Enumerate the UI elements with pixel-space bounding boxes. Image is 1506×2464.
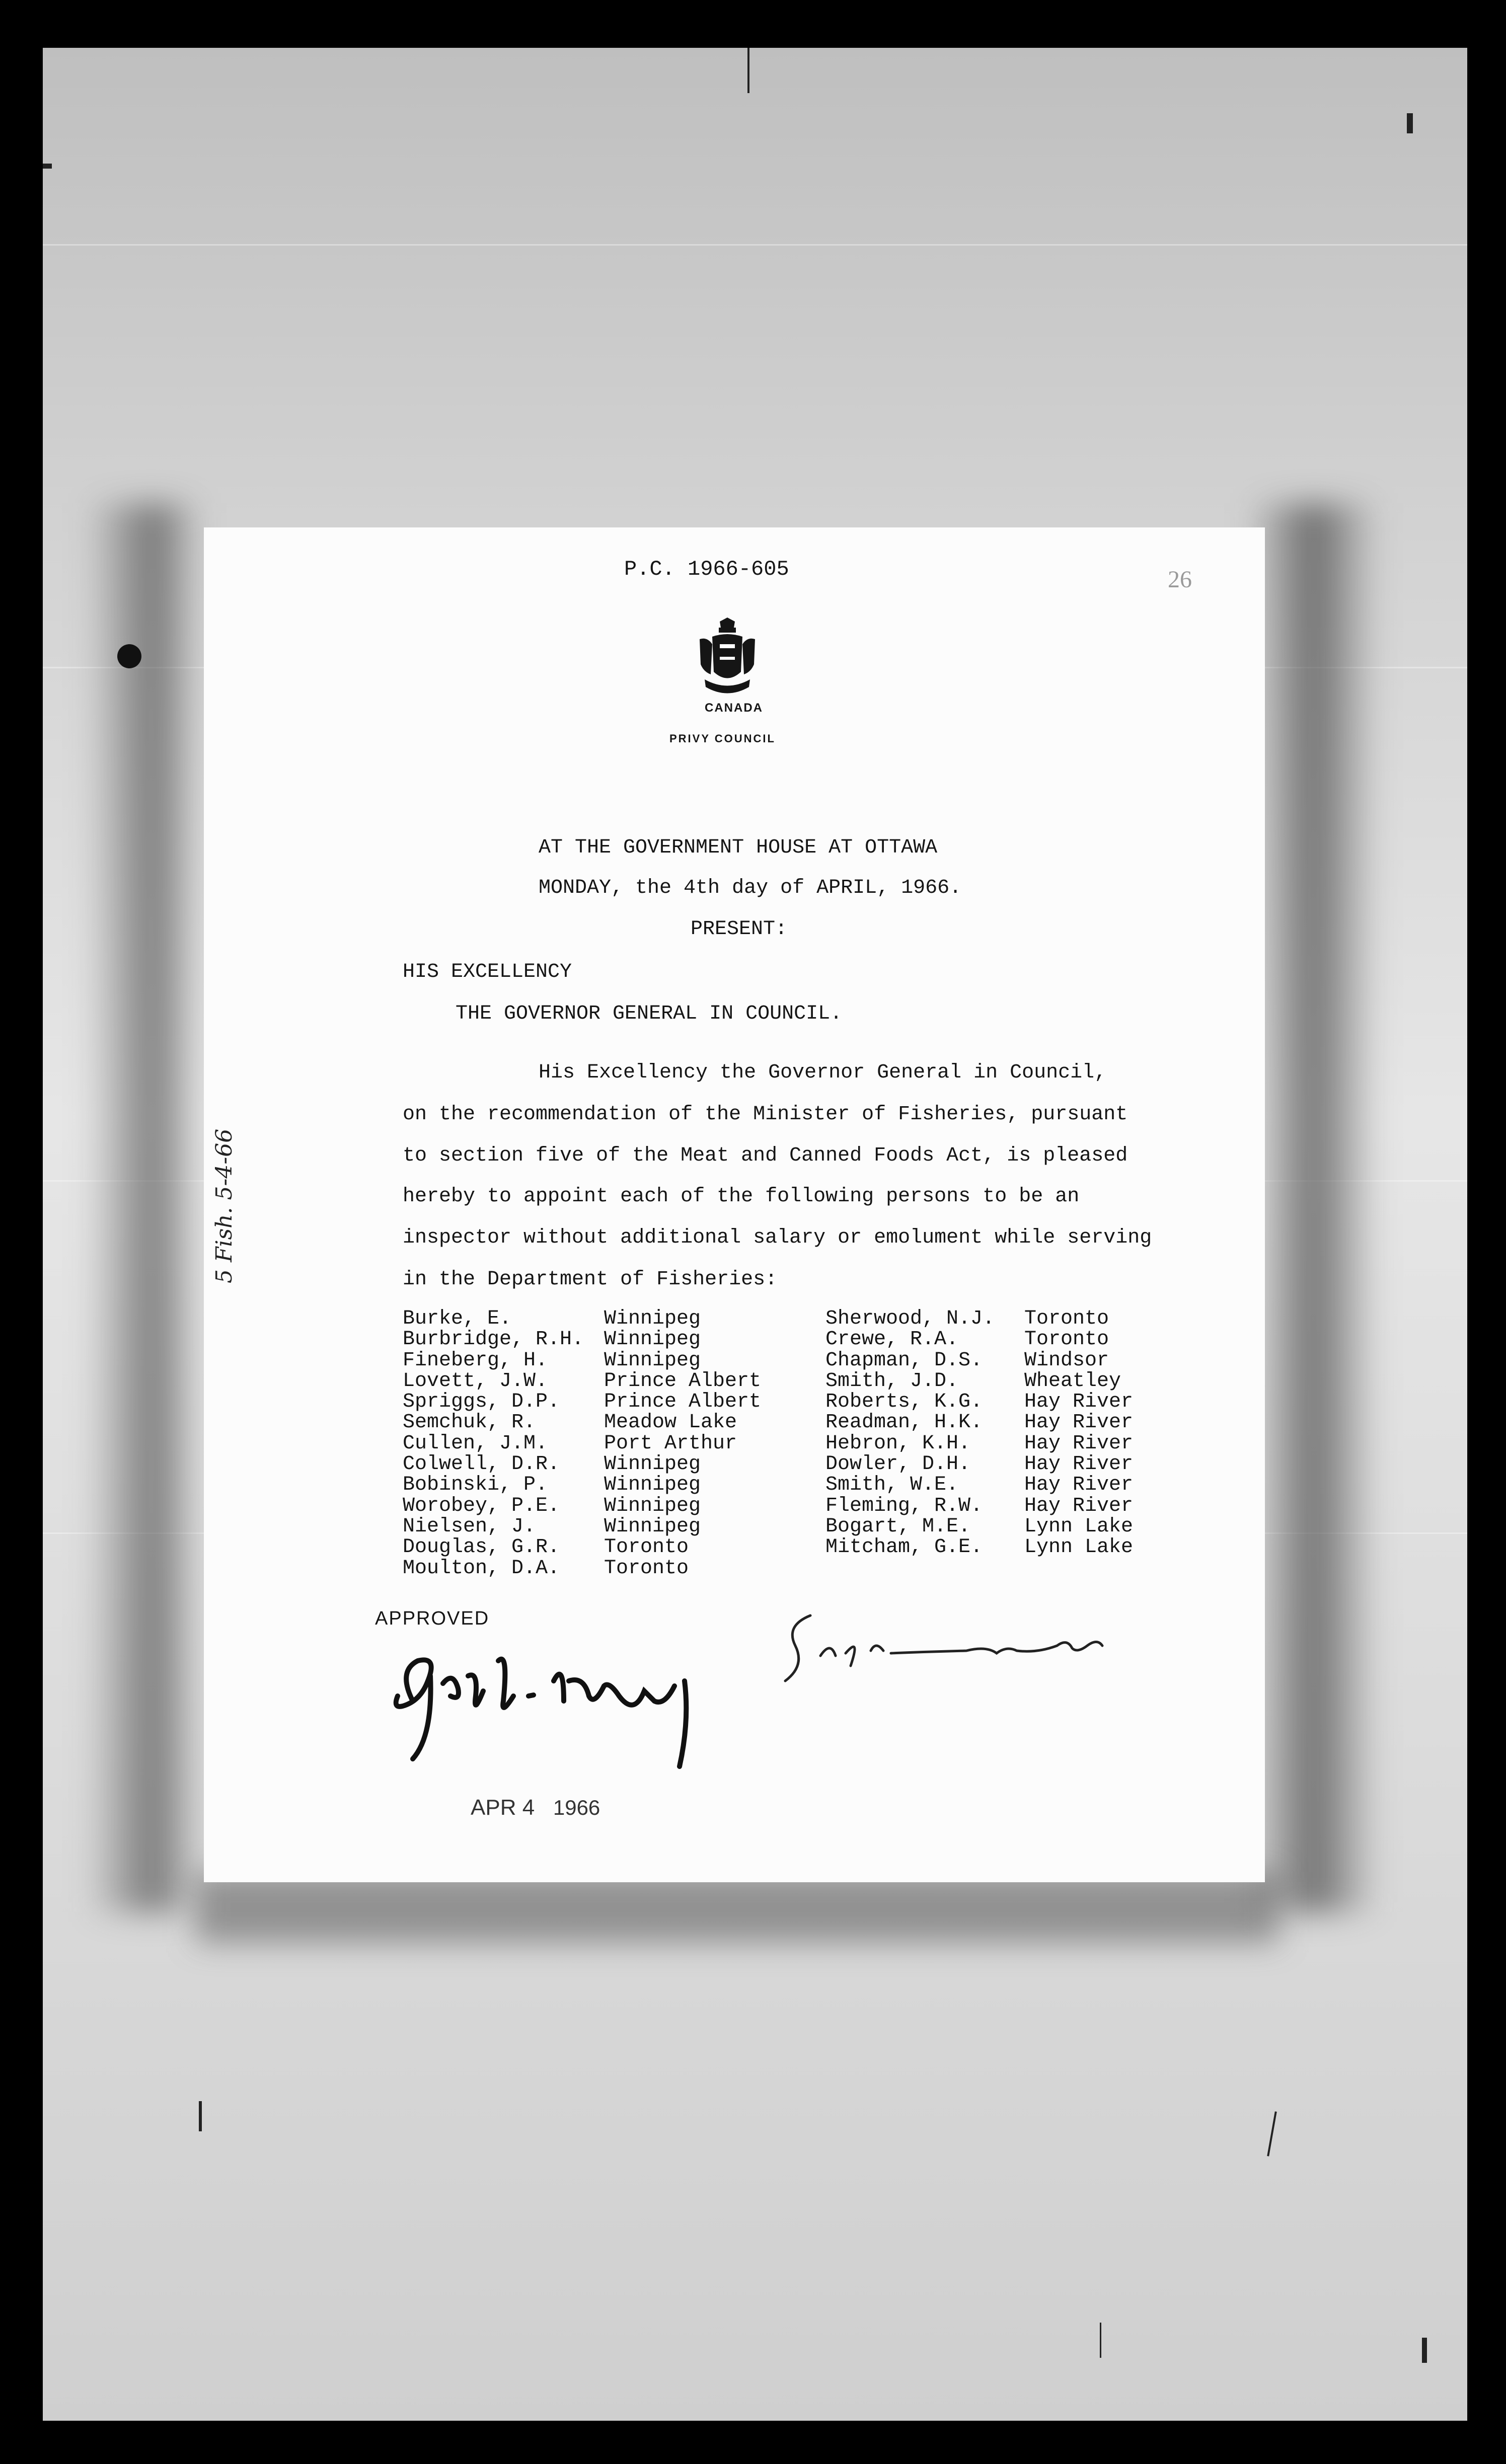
margin-annotation-text: 5 Fish. 5-4-66 [211, 1128, 237, 1283]
appointee-name: Burke, E. [403, 1307, 512, 1330]
appointee-name: Fineberg, H. [403, 1349, 548, 1372]
punch-hole [117, 644, 141, 668]
appointee-name: Burbridge, R.H. [403, 1328, 584, 1351]
film-mark [1100, 2323, 1101, 2358]
film-mark [747, 48, 749, 93]
appointee-name: Roberts, K.G. [825, 1391, 983, 1414]
appointee-name: Dowler, D.H. [825, 1453, 971, 1476]
film-mark [199, 2101, 202, 2131]
appointee-place: Wheatley [1024, 1369, 1121, 1393]
appointee-list-right-names [825, 1308, 995, 1558]
appointee-name: Douglas, G.R. [403, 1536, 560, 1559]
appointee-name: Hebron, K.H. [825, 1432, 971, 1455]
heading-place: AT THE GOVERNMENT HOUSE AT OTTAWA [539, 836, 938, 859]
appointee-place: Toronto [1024, 1307, 1109, 1330]
appointee-list-left-names [403, 1308, 584, 1579]
appointee-place: Winnipeg [604, 1328, 701, 1351]
appointee-name: Spriggs, D.P. [403, 1391, 560, 1414]
appointee-place: Windsor [1024, 1349, 1109, 1372]
approved-label: APPROVED [375, 1608, 490, 1629]
appointee-name: Bobinski, P. [403, 1474, 548, 1497]
order-number: P.C. 1966-605 [624, 557, 789, 581]
film-scratch [43, 244, 1467, 246]
appointee-place: Meadow Lake [604, 1411, 737, 1434]
appointee-place: Hay River [1024, 1411, 1134, 1434]
appointee-place: Prince Albert [604, 1369, 762, 1393]
appointee-name: Smith, J.D. [825, 1369, 959, 1393]
appointee-place: Hay River [1024, 1432, 1134, 1455]
paper-shadow [196, 1872, 1278, 1943]
addressee-line-2: THE GOVERNOR GENERAL IN COUNCIL. [456, 1003, 843, 1025]
approval-stamp-date [471, 1797, 600, 1819]
appointee-name: Fleming, R.W. [825, 1494, 983, 1517]
appointee-name: Lovett, J.W. [403, 1369, 548, 1393]
appointee-place: Hay River [1024, 1474, 1134, 1497]
margin-annotation [186, 1077, 257, 1288]
appointee-name: Smith, W.E. [825, 1474, 959, 1497]
appointee-place: Winnipeg [604, 1307, 701, 1330]
body-line: to section five of the Meat and Canned Foods Act, is pleased [403, 1144, 1128, 1167]
appointee-place: Winnipeg [604, 1453, 701, 1476]
countersignature [775, 1595, 1117, 1686]
film-mark [43, 164, 52, 169]
appointee-name: Moulton, D.A. [403, 1557, 560, 1580]
appointee-place: Port Arthur [604, 1432, 737, 1455]
paper-shadow [1248, 503, 1379, 1912]
stamp-month-day: APR 4 [471, 1795, 535, 1820]
appointee-place: Toronto [1024, 1328, 1109, 1351]
appointee-place: Toronto [604, 1536, 689, 1559]
appointee-name: Nielsen, J. [403, 1515, 536, 1538]
appointee-name: Mitcham, G.E. [825, 1536, 983, 1559]
appointee-name: Sherwood, N.J. [825, 1307, 995, 1330]
appointee-place: Hay River [1024, 1391, 1134, 1414]
appointee-name: Chapman, D.S. [825, 1349, 983, 1372]
appointee-list-right-places [1024, 1308, 1133, 1558]
addressee-line-1: HIS EXCELLENCY [403, 961, 572, 983]
appointee-name: Worobey, P.E. [403, 1494, 560, 1517]
appointee-name: Colwell, D.R. [403, 1453, 560, 1476]
page-number: 26 [1168, 566, 1192, 593]
appointee-place: Hay River [1024, 1453, 1134, 1476]
appointee-place: Winnipeg [604, 1515, 701, 1538]
privy-council-label: PRIVY COUNCIL [669, 732, 776, 745]
canada-coat-of-arms-icon [690, 617, 765, 702]
appointee-place: Lynn Lake [1024, 1515, 1134, 1538]
appointee-name: Crewe, R.A. [825, 1328, 959, 1351]
film-mark [1422, 2338, 1427, 2363]
appointee-name: Bogart, M.E. [825, 1515, 971, 1538]
body-line: hereby to appoint each of the following persons to be an [403, 1185, 1080, 1208]
body-line: inspector without additional salary or emolument while serving [403, 1226, 1152, 1249]
body-line: in the Department of Fisheries: [403, 1268, 778, 1291]
paper-shadow [86, 503, 201, 1912]
stamp-year: 1966 [553, 1796, 600, 1819]
appointee-list-left-places [604, 1308, 761, 1579]
appointee-place: Lynn Lake [1024, 1536, 1134, 1559]
film-mark [1407, 113, 1413, 133]
body-line: on the recommendation of the Minister of Fisheries, pursuant [403, 1103, 1128, 1126]
appointee-place: Hay River [1024, 1494, 1134, 1517]
heading-date: MONDAY, the 4th day of APRIL, 1966. [539, 877, 962, 899]
appointee-name: Readman, H.K. [825, 1411, 983, 1434]
film-mark [1267, 2111, 1277, 2156]
governor-general-signature [383, 1641, 725, 1772]
body-line: His Excellency the Governor General in Council, [539, 1061, 1107, 1084]
appointee-place: Winnipeg [604, 1474, 701, 1497]
appointee-place: Toronto [604, 1557, 689, 1580]
appointee-name: Cullen, J.M. [403, 1432, 548, 1455]
present-label: PRESENT: [691, 918, 788, 941]
appointee-place: Prince Albert [604, 1391, 762, 1414]
appointee-name: Semchuk, R. [403, 1411, 536, 1434]
appointee-place: Winnipeg [604, 1349, 701, 1372]
appointee-place: Winnipeg [604, 1494, 701, 1517]
country-label: CANADA [705, 701, 763, 715]
